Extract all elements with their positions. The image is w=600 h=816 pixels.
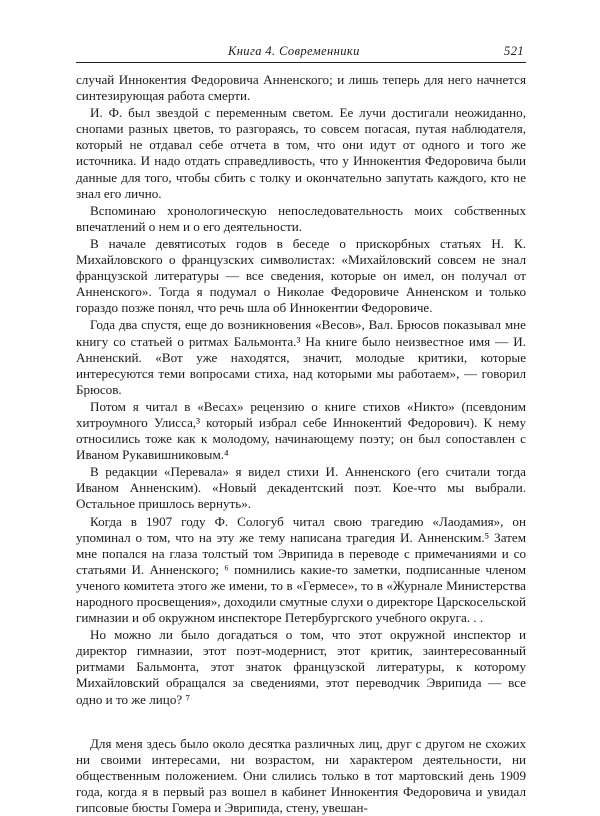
page-number: 521 [504,44,524,58]
paragraph: Для меня здесь было около десятка различных лиц, друг с другом не схожих ни своими интересами, ни возрастом, ни характером деятельности, ни общественным положением. Они слились только в тот мартовский день 1909 года, когда я в первый раз вошел в кабинет Иннокентия Федоровича и увидал гипсовые бюсты Гомера и Эврипида, стену, увешан- [76,735,526,816]
paragraph: И. Ф. был звездой с переменным светом. Ее лучи достигали неожиданно, снопами разных цветов, то разгораясь, то совсем погасая, путая наблюдателя, который не отдавал себе отчета в том, что они идут от одного и того же источника. И надо отдать справедливость, что у Иннокентия Федоровича были данные для того, чтобы сбить с толку и окончательно запутать каждого, кто не знал его лично. [76,105,526,201]
paragraph: Года два спустя, еще до возникновения «Весов», Вал. Брюсов показывал мне книгу со статьей о ритмах Бальмонта.³ На книге было неизвестное имя — И. Анненский. «Вот уже находятся, значит, молодые критики, которые интересуются теми вопросами стиха, над которыми мы работаем», — говорил Брюсов. [76,317,526,397]
running-header [76,44,526,63]
text-body [76,72,526,816]
paragraph: В начале девятисотых годов в беседе о прискорбных статьях Н. К. Михайловского о французских символистах: «Михайловский совсем не знал французской литературы — все сведения, которые он имел, он получал от Анненского». Тогда я подумал о Николае Федоровиче Анненском и только гораздо позже понял, что речь шла об Иннокентии Федоровиче. [76,235,526,316]
paragraph: случай Иннокентия Федоровича Анненского; и лишь теперь для него начнется синтезирующая работа смерти. [76,72,526,104]
section-break [76,708,526,736]
paragraph: Вспоминаю хронологическую непоследовательность моих собственных впечатлений о нем и о его деятельности. [76,202,526,234]
paragraph: В редакции «Перевала» я видел стихи И. Анненского (его считали тогда Иваном Анненским). «Новый декадентский поэт. Кое-что мы выбрали. Остальное пришлось вернуть». [76,464,526,512]
paragraph: Когда в 1907 году Ф. Сологуб читал свою трагедию «Лаодамия», он упоминал о том, что на эту же тему написана трагедия И. Анненским.⁵ Затем мне попался на глаза толстый том Эврипида в переводе с примечаниями и со статьями И. Анненского; ⁶ помнились какие-то заметки, подписанные членом ученого комитета этого же имени, то в «Гермесе», то в «Журнале Министерства народного просвещения», доходили смутные слухи о директоре Царскосельской гимназии и об окружном инспекторе Петербургского учебного округа. . . [76,513,526,626]
paragraph: Потом я читал в «Весах» рецензию о книге стихов «Никто» (псевдоним хитроумного Улисса,³ который избрал себе Иннокентий Федорович). К нему относились тоже как к молодому, начинающему поэту; он был сопоставлен с Иваном Рукавишниковым.⁴ [76,398,526,463]
running-title: Книга 4. Современники [228,44,360,58]
paragraph: Но можно ли было догадаться о том, что этот окружной инспектор и директор гимназии, этот поэт-модернист, этот критик, заинтересованный ритмами Бальмонта, этот знаток французской литературы, к которому Михайловский обращался за сведениями, этот переводчик Эврипида — все одно и то же лицо? ⁷ [76,627,526,707]
